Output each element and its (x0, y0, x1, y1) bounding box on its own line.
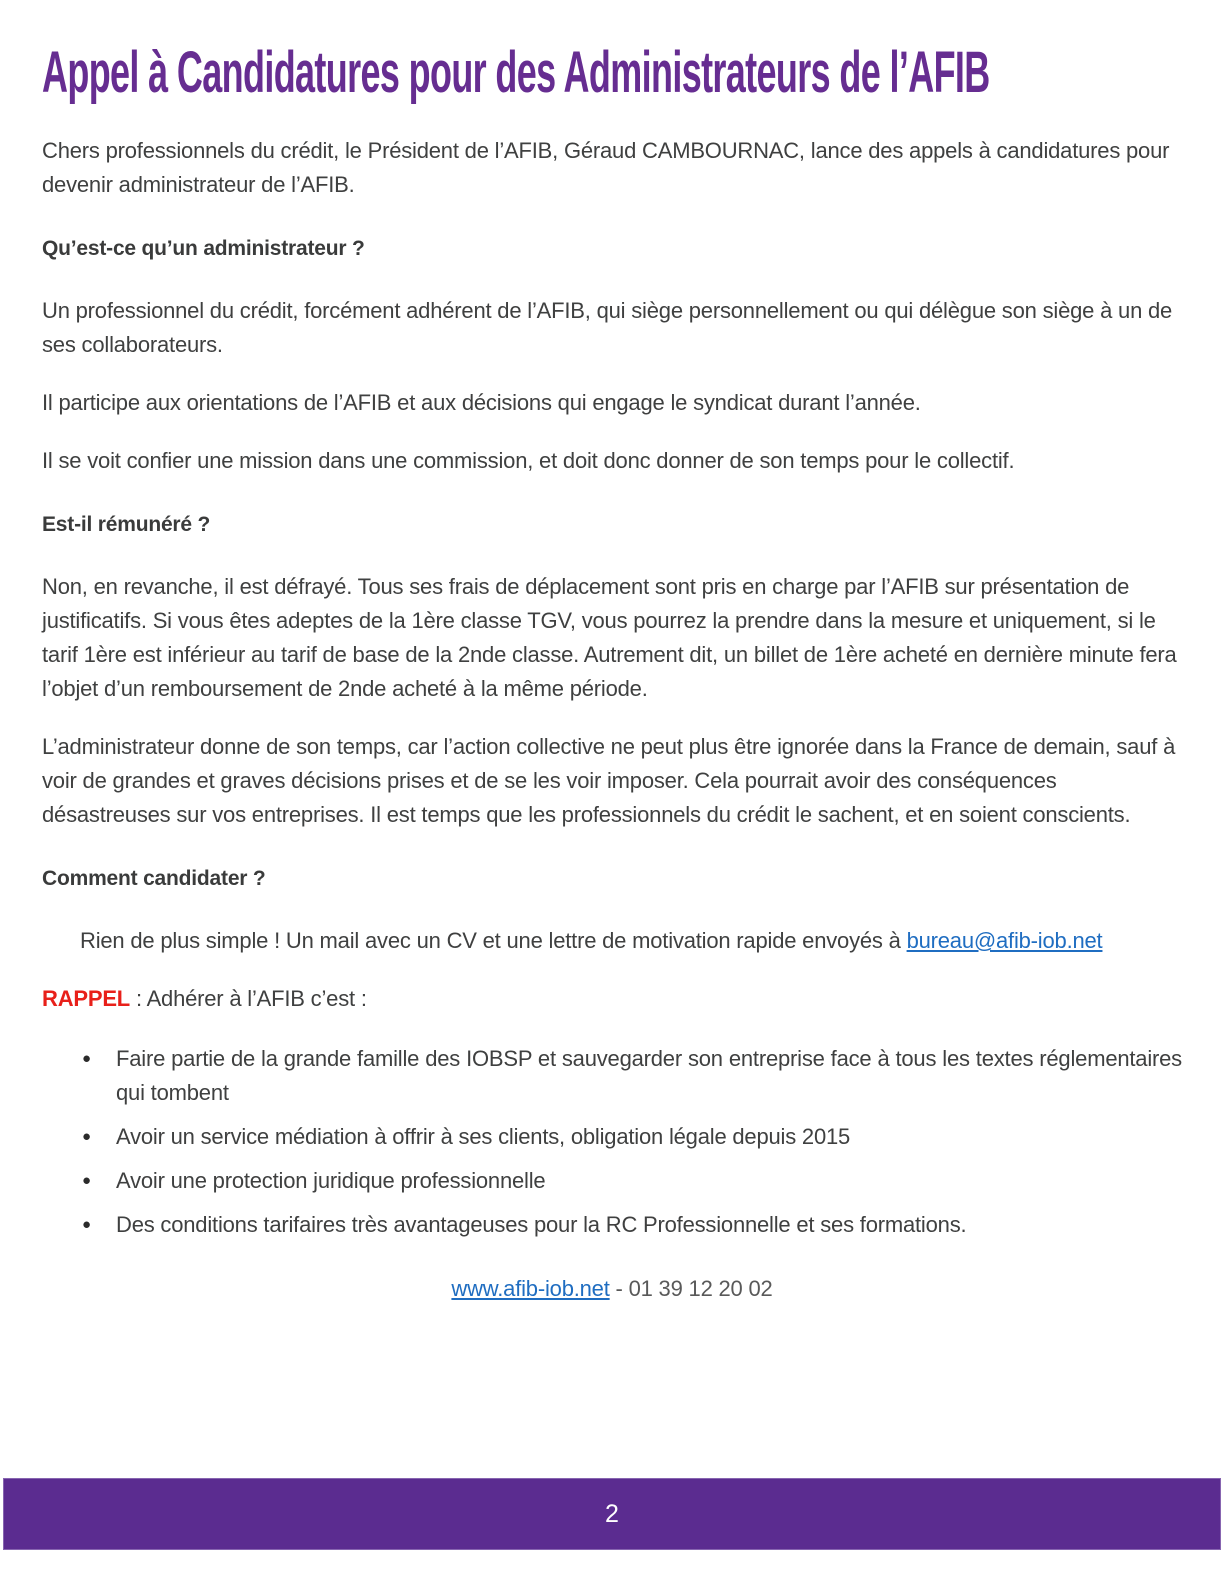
bullet-icon: ● (82, 1172, 91, 1189)
phone-text: - 01 39 12 20 02 (609, 1276, 773, 1301)
list-item (42, 1208, 1182, 1242)
admin-paragraph-2: Il participe aux orientations de l’AFIB et aux décisions qui engage le syndicat durant l’année. (42, 390, 921, 415)
rappel-label: RAPPEL (42, 986, 131, 1011)
email-link[interactable]: bureau@afib-iob.net (906, 928, 1103, 953)
list-item-text: Des conditions tarifaires très avantageuses pour la RC Professionnelle et ses formations. (116, 1212, 967, 1237)
admin-paragraph-1: Un professionnel du crédit, forcément adhérent de l’AFIB, qui siège personnellement ou qui délègue son siège à un de ses collaborateurs. (42, 298, 1173, 357)
contact-line (42, 1272, 1182, 1306)
section-heading-remunere: Est-il rémunéré ? (42, 513, 211, 536)
section-heading-administrateur: Qu’est-ce qu’un administrateur ? (42, 237, 365, 260)
rappel-text: : Adhérer à l’AFIB c’est : (130, 986, 367, 1011)
list-item-text: Faire partie de la grande famille des IOBSP et sauvegarder son entreprise face à tous les textes réglementaires qui tombent (116, 1046, 1182, 1105)
list-item-text: Avoir un service médiation à offrir à ses clients, obligation légale depuis 2015 (116, 1124, 851, 1149)
list-item (42, 1120, 1182, 1154)
website-link[interactable]: www.afib-iob.net (451, 1276, 610, 1301)
list-item-text: Avoir une protection juridique professionnelle (116, 1168, 546, 1193)
intro-paragraph: Chers professionnels du crédit, le Président de l’AFIB, Géraud CAMBOURNAC, lance des appels à candidatures pour devenir administrateur de l’AFIB. (42, 138, 1170, 197)
page-title-text: Appel à Candidatures pour des Administrateurs de l’AFIB (42, 40, 990, 105)
page-number: 2 (605, 1499, 619, 1528)
remuneration-paragraph-1: Non, en revanche, il est défrayé. Tous ses frais de déplacement sont pris en charge par l’AFIB sur présentation de justificatifs. Si vous êtes adeptes de la 1ère classe TGV, vous pourrez la prendre dans la mesure et uniquement, si le tarif 1ère est inférieur au tarif de base de la 2nde classe. Autrement dit, un billet de 1ère acheté en dernière minute fera l’objet d’un remboursement de 2nde acheté à la même période. (42, 574, 1177, 701)
apply-paragraph (42, 924, 1182, 958)
admin-paragraph-3: Il se voit confier une mission dans une commission, et doit donc donner de son temps pour le collectif. (42, 448, 1015, 473)
rappel-line (42, 982, 1182, 1016)
list-item (42, 1042, 1182, 1110)
apply-paragraph-text: Rien de plus simple ! Un mail avec un CV et une lettre de motivation rapide envoyés à (80, 928, 907, 953)
footer-bar (3, 1478, 1221, 1550)
list-item (42, 1164, 1182, 1198)
remuneration-paragraph-2: L’administrateur donne de son temps, car l’action collective ne peut plus être ignorée dans la France de demain, sauf à voir de grandes et graves décisions prises et de se les voir imposer. Cela pourrait avoir des conséquences désastreuses sur vos entreprises. Il est temps que les professionnels du crédit le sachent, et en soient conscients. (42, 734, 1176, 827)
bullet-icon: ● (82, 1128, 91, 1145)
page-title (42, 38, 1182, 108)
section-heading-candidater: Comment candidater ? (42, 867, 266, 890)
bullet-icon: ● (82, 1050, 91, 1067)
bullet-icon: ● (82, 1216, 91, 1233)
benefits-bullet-list (42, 1042, 1182, 1242)
